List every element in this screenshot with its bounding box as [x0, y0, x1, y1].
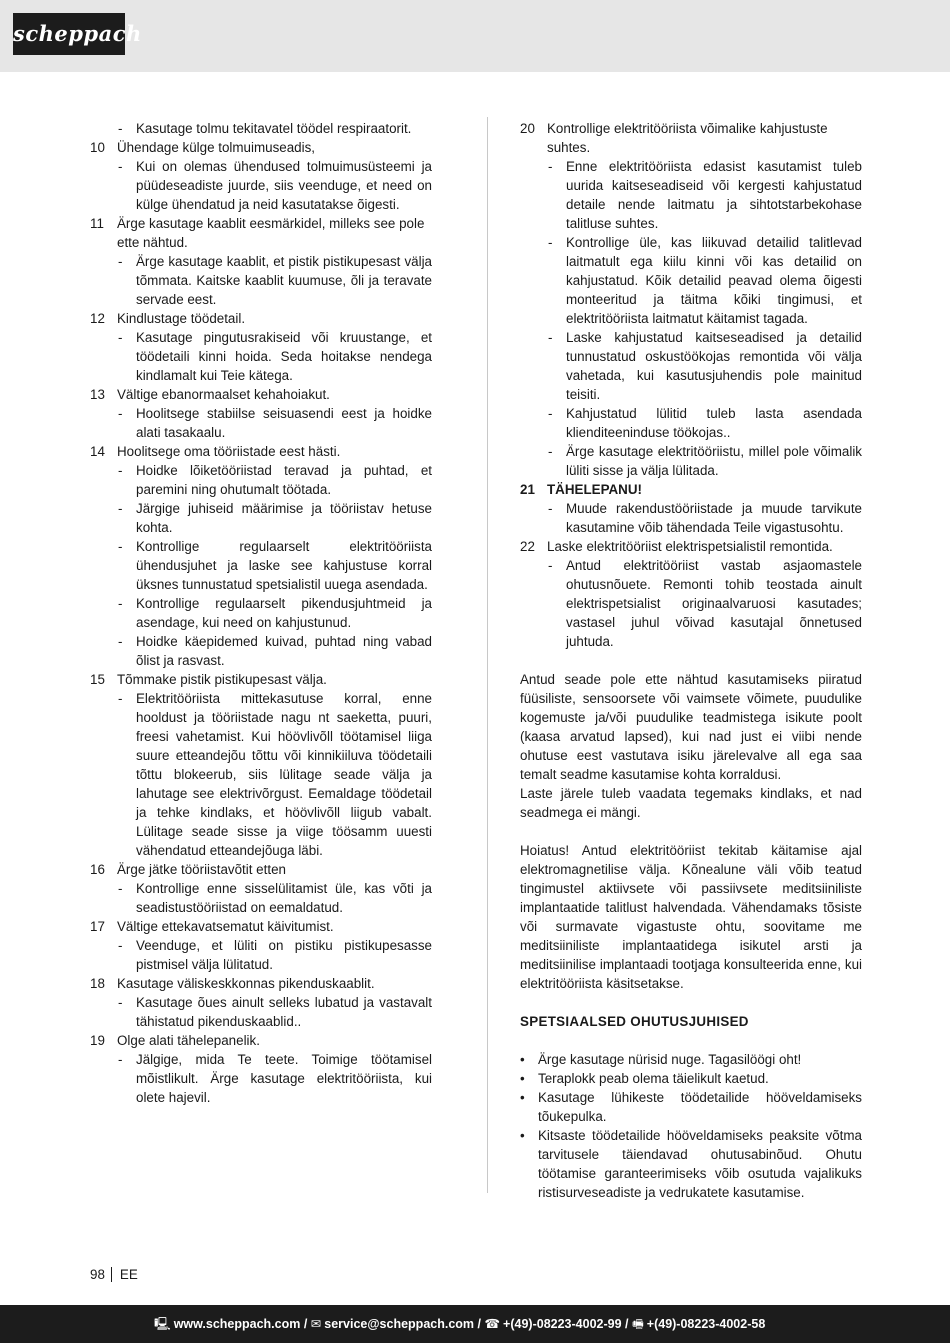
- sub-item: [90, 328, 432, 385]
- dash-marker: -: [118, 634, 123, 649]
- list-item: [90, 1031, 432, 1050]
- sub-item: [90, 252, 432, 309]
- sub-item-text: Veenduge, et lüliti on pistiku pistikupesasse pistmisel välja lülitatud.: [136, 938, 432, 972]
- footer-phone: +(49)-08223-4002-99 /: [503, 1317, 629, 1331]
- item-number: 12: [90, 311, 105, 326]
- paragraph: Laste järele tuleb vaadata tegemaks kindlaks, et nad seadmega ei mängi.: [520, 786, 862, 820]
- dash-marker: -: [118, 406, 123, 421]
- sub-item: [520, 157, 862, 233]
- sub-item-text: Kontrollige regulaarselt elektritööriista ühendusjuhet ja laske see kahjustuse korral üksnes tunnustatud spetsialistil uuega asendada.: [136, 539, 432, 592]
- section-heading: SPETSIAALSED OHUTUSJUHISED: [520, 1014, 749, 1029]
- spacer: [520, 822, 862, 841]
- item-text: Vältige ebanormaalset kehahoiakut.: [117, 387, 330, 402]
- bullet-item: [520, 1069, 862, 1088]
- dash-marker: -: [548, 444, 553, 459]
- sub-item: [520, 233, 862, 328]
- sub-item: [90, 1050, 432, 1107]
- bullet-marker: •: [520, 1090, 525, 1105]
- sub-item-text: Enne elektritööriista edasist kasutamist tuleb uurida kaitseseadiseid või kergesti kahjustatud detaile nende laitmatu ja sihtotstarbekohase talitluse suhtes.: [566, 159, 862, 231]
- spacer: [520, 1031, 862, 1050]
- dash-marker: -: [548, 406, 553, 421]
- bullet-item: [520, 1126, 862, 1202]
- sub-item-text: Laske kahjustatud kaitseseadised ja detailid tunnustatud oskustöökojas remontida või välja vahetada, kui kasutusjuhendis pole mainitud teisiti.: [566, 330, 862, 402]
- computer-icon: 🖳: [154, 1317, 171, 1331]
- item-number: 18: [90, 976, 105, 991]
- page-number-value: 98: [90, 1267, 105, 1282]
- item-number: 15: [90, 672, 105, 687]
- sub-item: [90, 404, 432, 442]
- item-text: Tõmmake pistik pistikupesast välja.: [117, 672, 327, 687]
- page-footer: [0, 1305, 950, 1343]
- sub-item-text: Jälgige, mida Te teete. Toimige töötamisel mõistlikult. Ärge kasutage elektritööriista, kui olete hajevil.: [136, 1052, 432, 1105]
- sub-item-text: Hoolitsege stabiilse seisuasendi eest ja hoidke alati tasakaalu.: [136, 406, 432, 440]
- bullet-text: Kasutage lühikeste töödetailide hööveldamiseks tõukepulka.: [538, 1090, 862, 1124]
- dash-marker: -: [118, 881, 123, 896]
- sub-item-text: Kontrollige enne sisselülitamist üle, kas võti ja seadistustööriistad on eemaldatud.: [136, 881, 432, 915]
- sub-item: [90, 157, 432, 214]
- sub-item: [520, 404, 862, 442]
- item-text: Kindlustage töödetail.: [117, 311, 246, 326]
- sub-item: [90, 499, 432, 537]
- dash-marker: -: [548, 330, 553, 345]
- email-icon: ✉: [310, 1317, 322, 1331]
- bullet-item: [520, 1050, 862, 1069]
- item-text: Vältige ettekavatsematut käivitumist.: [117, 919, 334, 934]
- dash-marker: -: [118, 121, 123, 136]
- sub-item: [520, 442, 862, 480]
- phone-icon: ☎: [484, 1317, 501, 1331]
- item-text: Olge alati tähelepanelik.: [117, 1033, 260, 1048]
- sub-item-text: Ärge kasutage kaablit, et pistik pistikupesast välja tõmmata. Kaitske kaablit kuumuse, õli ja teravate servade eest.: [136, 254, 432, 307]
- bullet-text: Ärge kasutage nürisid nuge. Tagasilöögi oht!: [538, 1052, 802, 1067]
- sub-item-text: Kontrollige üle, kas liikuvad detailid talitlevad laitmatult ega kiilu kinni või kas detailid on kahjustatud. Kõik detailid peavad olema õigesti monteeritud ja täitma kõiki tingimusi, et elektritööriista laitmatut käitamist tagada.: [566, 235, 862, 326]
- list-item: [90, 214, 432, 252]
- page-number: [90, 1265, 138, 1284]
- item-number: 21: [520, 482, 535, 497]
- sub-item: [90, 594, 432, 632]
- item-number: 13: [90, 387, 105, 402]
- dash-marker: -: [118, 330, 123, 345]
- column-divider: [487, 117, 488, 1193]
- item-text: Ärge kasutage kaablit eesmärkidel, milleks see pole ette nähtud.: [117, 216, 425, 250]
- sub-item-text: Muude rakendustööriistade ja muude tarvikute kasutamine võib tähendada Teile vigastusohtu.: [566, 501, 862, 535]
- sub-item: [90, 461, 432, 499]
- list-item: [520, 480, 862, 499]
- list-item: [90, 138, 432, 157]
- item-text: Kasutage väliskeskkonnas pikenduskaablit.: [117, 976, 375, 991]
- paragraph: Hoiatus! Antud elektritööriist tekitab käitamise ajal elektromagnetilise välja. Kõnealune väli võib teatud tingimustel aktiivsete või passiivsete meditsiiniliste implantaatide talitlust halvendada. Vähendamaks tõsiste või surmavate vigastuste ohtu, soovitame me meditsiiniliste implantaatidega isikutel arsti ja meditsiinilise implantaadi tootjaga konsulteerida enne, kui elektritööriista käsitsetakse.: [520, 843, 862, 991]
- list-item: [520, 537, 862, 556]
- dash-marker: -: [548, 558, 553, 573]
- list-item: [90, 860, 432, 879]
- sub-item: [520, 328, 862, 404]
- item-text: Ühendage külge tolmuimuseadis,: [117, 140, 316, 155]
- sub-item: [90, 119, 432, 138]
- item-text: Kontrollige elektritööriista võimalike kahjustuste suhtes.: [547, 121, 828, 155]
- bullet-marker: •: [520, 1071, 525, 1086]
- item-text: Laske elektritööriist elektrispetsialistil remontida.: [547, 539, 833, 554]
- dash-marker: -: [118, 938, 123, 953]
- sub-item-text: Elektritööriista mittekasutuse korral, enne hooldust ja tööriistade nagu nt saeketta, puuri, freesi vahetamist. Kui höövlivõll töötamisel liiga suure etteandejõu tõttu või kinnikiiluva töödetaili tõttu blokeerub, siis lülitage seade välja ja lahutage see elektrivõrgust. Eemaldage töödetail ja tehke kindlaks, et höövlivõll liigub vabalt. Lülitage seade sisse ja viige töösamm uuesti vähendatud etteandejõuga läbi.: [136, 691, 432, 858]
- dash-marker: -: [118, 463, 123, 478]
- sub-item-text: Ärge kasutage elektritööriistu, millel pole võimalik lüliti sisse ja välja lülitada.: [566, 444, 862, 478]
- sub-item-text: Hoidke lõiketööriistad teravad ja puhtad, et paremini ning ohutumalt töötada.: [136, 463, 432, 497]
- right-column: [520, 119, 862, 1202]
- bullet-text: Kitsaste töödetailide hööveldamiseks peaksite võtma tarvitusele täiendavad ohutusabinõud. Ohutu töötamise garanteerimiseks võib osutuda vajalikuks ristisurveseadiste ja vedrukatete kasutamise.: [538, 1128, 862, 1200]
- list-item: [520, 119, 862, 157]
- sub-item: [520, 556, 862, 651]
- dash-marker: -: [548, 159, 553, 174]
- spacer: [520, 651, 862, 670]
- sub-item-text: Hoidke käepidemed kuivad, puhtad ning vabad õlist ja rasvast.: [136, 634, 432, 668]
- sub-item-text: Järgige juhiseid määrimise ja tööriistav hetuse kohta.: [136, 501, 432, 535]
- sub-item-text: Kahjustatud lülitid tuleb lasta asendada klienditeeninduse töökojas..: [566, 406, 862, 440]
- list-item: [90, 442, 432, 461]
- list-item: [90, 385, 432, 404]
- dash-marker: -: [118, 501, 123, 516]
- dash-marker: -: [118, 1052, 123, 1067]
- sub-item: [90, 537, 432, 594]
- dash-marker: -: [118, 596, 123, 611]
- sub-item-text: Kasutage tolmu tekitavatel töödel respiraatorit.: [136, 121, 412, 136]
- list-item: [90, 974, 432, 993]
- item-number: 11: [90, 216, 104, 231]
- item-number: 16: [90, 862, 105, 877]
- bullet-marker: •: [520, 1128, 525, 1143]
- item-number: 14: [90, 444, 105, 459]
- item-number: 10: [90, 140, 105, 155]
- item-number: 17: [90, 919, 105, 934]
- page-header: [0, 0, 950, 72]
- footer-website: www.scheppach.com /: [173, 1317, 308, 1331]
- item-text: Ärge jätke tööriistavõtit etten: [117, 862, 286, 877]
- brand-logo: scheppach: [13, 13, 125, 55]
- dash-marker: -: [118, 159, 123, 174]
- bullet-item: [520, 1088, 862, 1126]
- sub-item: [90, 632, 432, 670]
- sub-item-text: Kasutage pingutusrakiseid või kruustange, et töödetaili kinni hoida. Seda hoitakse nendega kindlamalt kui Teie kätega.: [136, 330, 432, 383]
- dash-marker: -: [118, 539, 123, 554]
- dash-marker: -: [118, 254, 123, 269]
- sub-item-text: Kasutage õues ainult selleks lubatud ja vastavalt tähistatud pikenduskaablid..: [136, 995, 432, 1029]
- sub-item: [90, 993, 432, 1031]
- item-text: Hoolitsege oma tööriistade eest hästi.: [117, 444, 341, 459]
- sub-item-text: Antud elektritööriist vastab asjaomastele ohutusnõuete. Remonti tohib teostada ainult elektrispetsialist originaalvaruosi kasutades; vastasel juhul võivad kasutajal õnnetused juhtuda.: [566, 558, 862, 649]
- fax-icon: 🖷: [631, 1317, 644, 1331]
- language-code: EE: [119, 1267, 138, 1282]
- footer-fax: +(49)-08223-4002-58: [646, 1317, 766, 1331]
- item-number: 22: [520, 539, 535, 554]
- page-number-separator: [111, 1267, 112, 1282]
- sub-item: [90, 689, 432, 860]
- dash-marker: -: [548, 235, 553, 250]
- bullet-marker: •: [520, 1052, 525, 1067]
- dash-marker: -: [548, 501, 553, 516]
- bullet-text: Teraplokk peab olema täielikult kaetud.: [538, 1071, 769, 1086]
- sub-item-text: Kui on olemas ühendused tolmuimusüsteemi ja püüdeseadiste juurde, siis veenduge, et need on külge ühendatud ja neid kasutatakse õigesti.: [136, 159, 432, 212]
- sub-item: [520, 499, 862, 537]
- list-item: [90, 309, 432, 328]
- left-column: [90, 119, 432, 1107]
- dash-marker: -: [118, 691, 123, 706]
- list-item: [90, 670, 432, 689]
- list-item: [90, 917, 432, 936]
- sub-item: [90, 879, 432, 917]
- spacer: [520, 993, 862, 1012]
- footer-email: service@scheppach.com /: [324, 1317, 481, 1331]
- item-text: TÄHELEPANU!: [547, 482, 642, 497]
- item-number: 19: [90, 1033, 105, 1048]
- sub-item-text: Kontrollige regulaarselt pikendusjuhtmeid ja asendage, kui need on kahjustunud.: [136, 596, 432, 630]
- dash-marker: -: [118, 995, 123, 1010]
- sub-item: [90, 936, 432, 974]
- item-number: 20: [520, 121, 535, 136]
- paragraph: Antud seade pole ette nähtud kasutamiseks piiratud füüsiliste, sensoorsete või vaimsete võimete, puudulike kogemuste ja/või puudulike teadmistega isikute poolt (kaasa arvatud lapsed), kui nad just ei viibi nende ohutuse eest vastutava isiku järelevalve all ega saa temalt seadme kasutamise kohta korraldusi.: [520, 672, 862, 782]
